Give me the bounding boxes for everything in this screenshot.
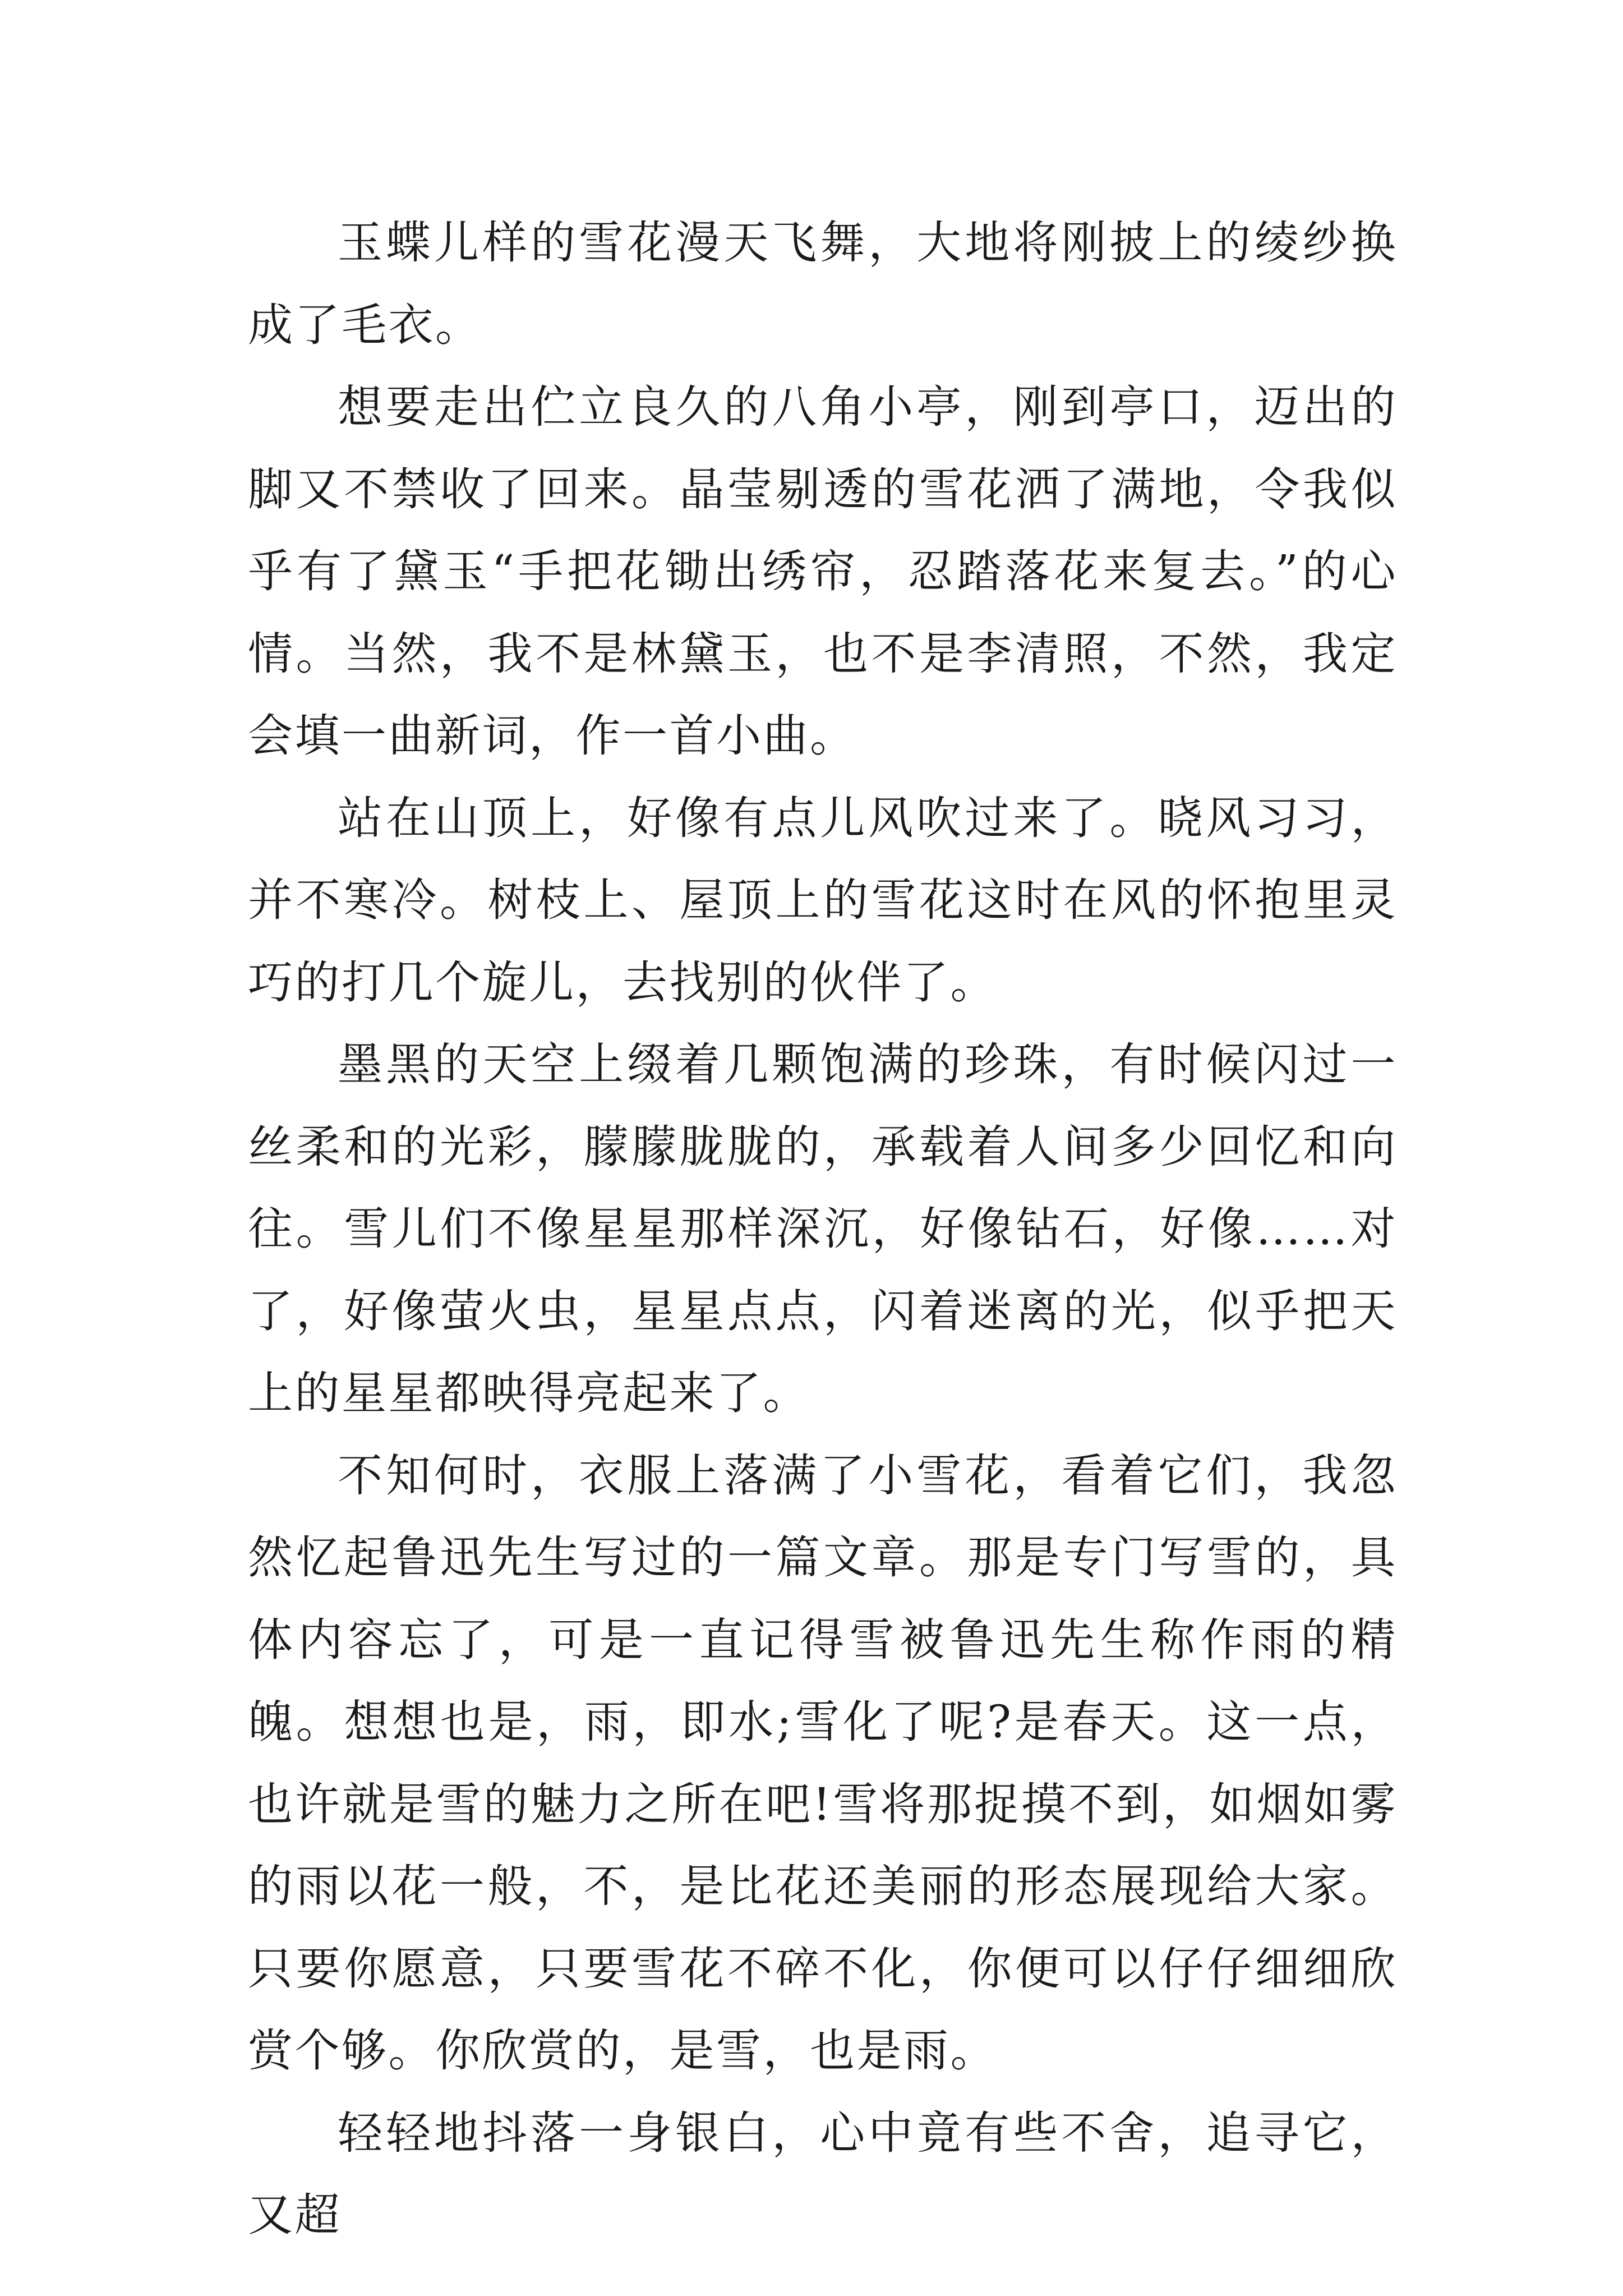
paragraph: 想要走出伫立良久的八角小亭，刚到亭口，迈出的脚又不禁收了回来。晶莹剔透的雪花洒了满地，令我似乎有了黛玉“手把花锄出绣帘，忍踏落花来复去。”的心情。当然，我不是林黛玉，也不是李清照，不然，我定会填一曲新词，作一首小曲。 [248, 381, 1398, 762]
paragraph: 不知何时，衣服上落满了小雪花，看着它们，我忽然忆起鲁迅先生写过的一篇文章。那是专门写雪的，具体内容忘了，可是一直记得雪被鲁迅先生称作雨的精魄。想想也是，雨，即水;雪化了呢?是春天。这一点，也许就是雪的魅力之所在吧!雪将那捉摸不到，如烟如雾的雨以花一般，不，是比花还美丽的形态展现给大家。只要你愿意，只要雪花不碎不化，你便可以仔仔细细欣赏个够。你欣赏的，是雪，也是雨。 [248, 1449, 1398, 2077]
paragraph: 墨黑的天空上缀着几颗饱满的珍珠，有时候闪过一丝柔和的光彩，朦朦胧胧的，承载着人间多少回忆和向往。雪儿们不像星星那样深沉，好像钻石，好像……对了，好像萤火虫，星星点点，闪着迷离的光，似乎把天上的星星都映得亮起来了。 [248, 1038, 1398, 1419]
paragraph: 站在山顶上，好像有点儿风吹过来了。晓风习习，并不寒冷。树枝上、屋顶上的雪花这时在风的怀抱里灵巧的打几个旋儿，去找别的伙伴了。 [248, 792, 1398, 1009]
paragraph: 轻轻地抖落一身银白，心中竟有些不舍，追寻它，又超 [248, 2106, 1398, 2241]
paragraph: 玉蝶儿样的雪花漫天飞舞，大地将刚披上的绫纱换成了毛衣。 [248, 217, 1398, 351]
essay-body [248, 202, 1398, 2257]
